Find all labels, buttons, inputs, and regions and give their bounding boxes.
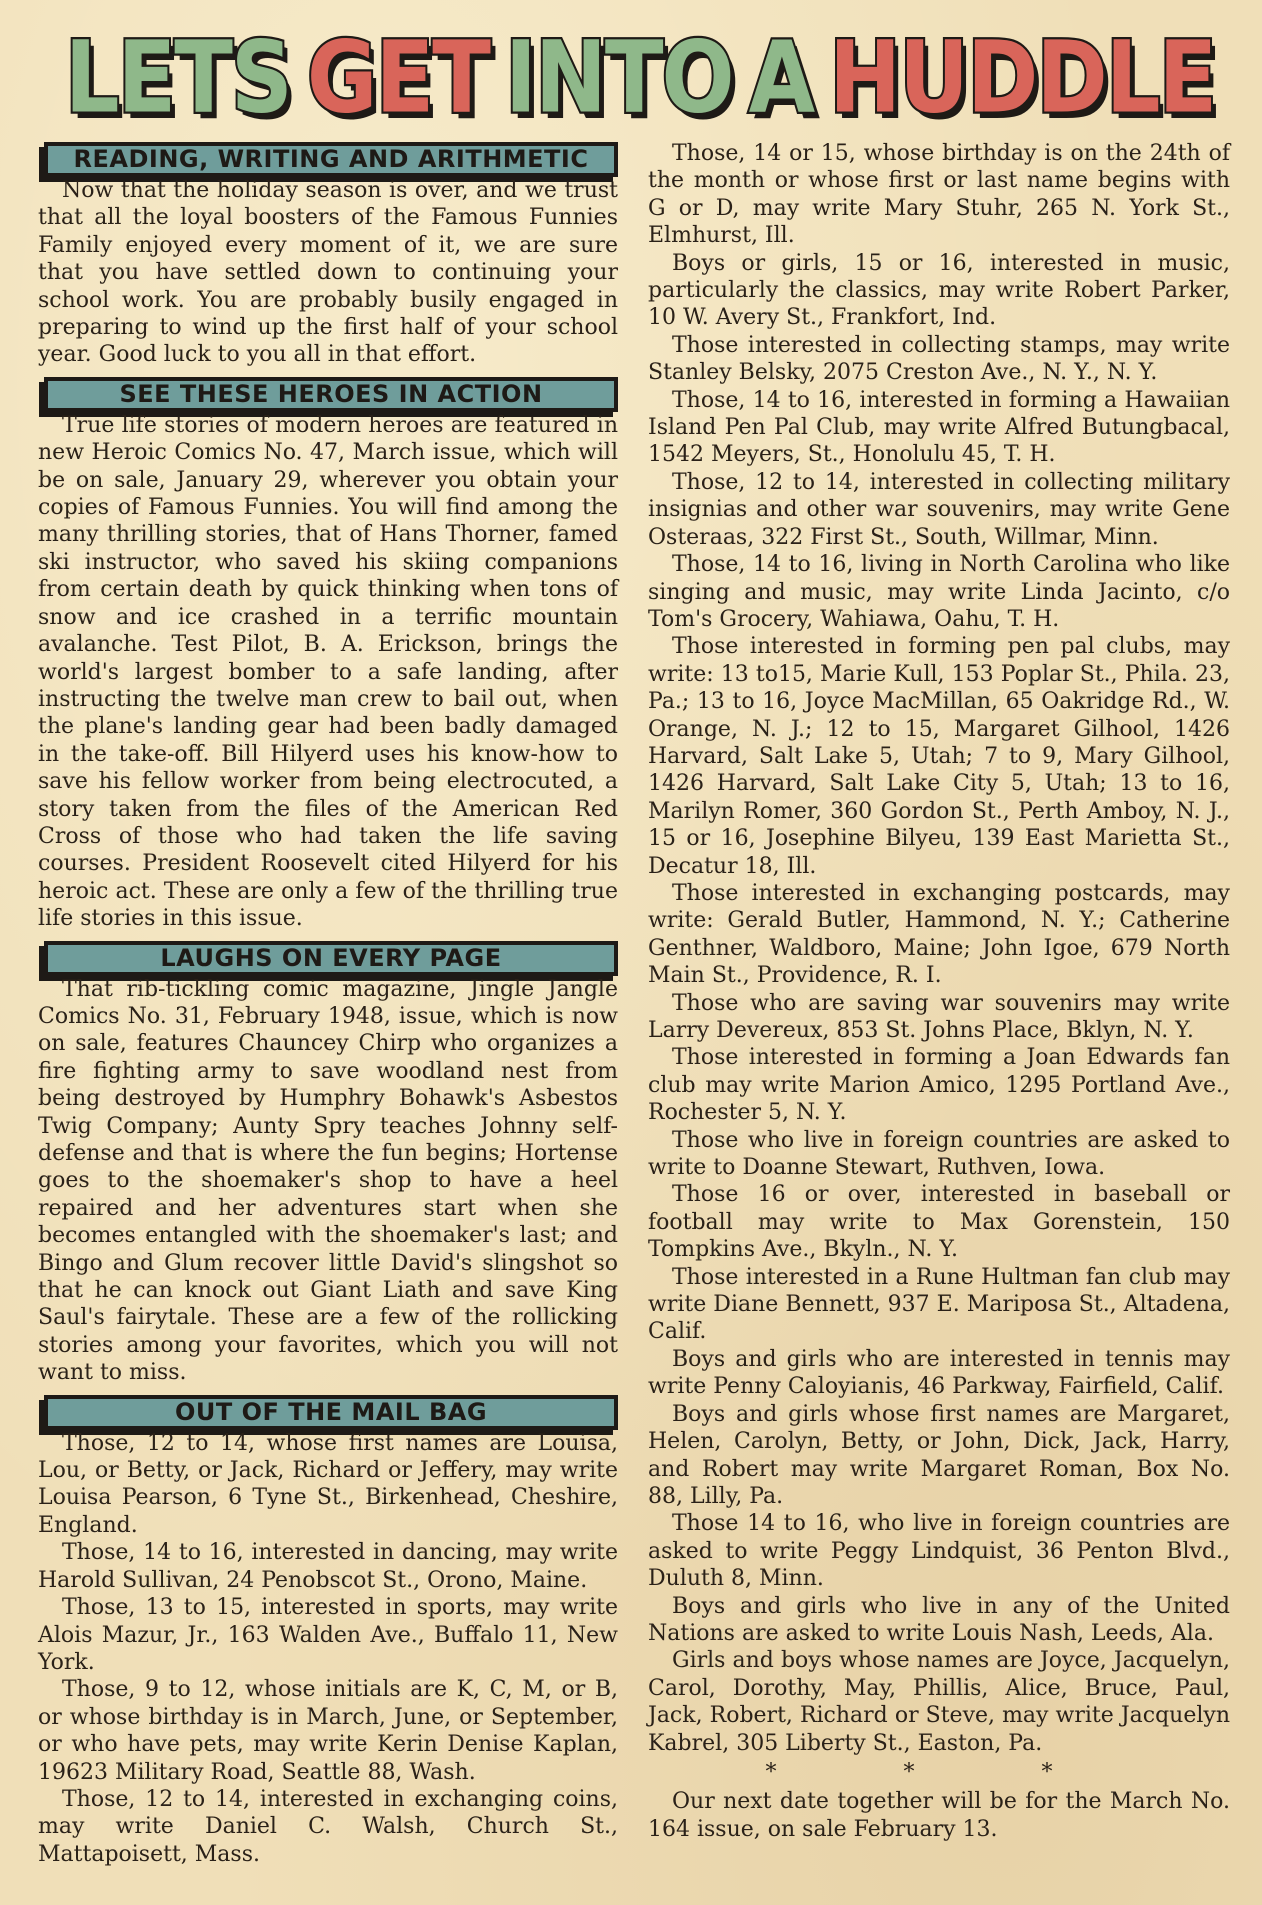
mail-item: Girls and boys whose names are Joyce, Jacquelyn, Carol, Dorothy, May, Phillis, Alice, Bruce, Paul, Jack, Robert, Richard or Steve, may write Jacquelyn Kabrel, 305 Liberty St., Easton, Pa. [648, 1648, 1230, 1756]
section-paragraph: That rib-tickling comic magazine, Jingle Jangle Comics No. 31, February 1948, issue, which is now on sale, features Chauncey Chirp who organizes a fire fighting army to save woodland nest from being destroyed by Humphry Bohawk's Asbestos Twig Company; Aunty Spry teaches Johnny self-defense and that is where the fun begins; Hortense goes to the shoemaker's shop to have a heel repaired and her adventures start when she becomes entangled with the shoemaker's last; and Bingo and Glum recover little David's slingshot so that he can knock out Giant Liath and save King Saul's fairytale. These are a few of the rollicking stories among your favorites, which you will not want to miss. [38, 976, 618, 1386]
title-word-into: INTO [504, 20, 733, 136]
page-title [64, 18, 1216, 138]
mail-item: Those, 13 to 15, interested in sports, may write Alois Mazur, Jr., 163 Walden Ave., Buffalo 11, New York. [38, 1595, 618, 1675]
section-paragraph: Now that the holiday season is over, and we trust that all the loyal boosters of the Famous Funnies Family enjoyed every moment of it, we are sure that you have settled down to continuing your school work. You are probably busily engaged in preparing to wind up the first half of your school year. Good luck to you all in that effort. [38, 178, 618, 368]
mail-item: Those interested in forming a Joan Edwards fan club may write Marion Amico, 1295 Portland Ave., Rochester 5, N. Y. [648, 1045, 1230, 1126]
mail-item: Boys or girls, 15 or 16, interested in music, particularly the classics, may write Robert Parker, 10 W. Avery St., Frankfort, Ind. [648, 250, 1230, 331]
mail-item: Those who are saving war souvenirs may write Larry Devereux, 853 St. Johns Place, Bklyn, N. Y. [648, 990, 1230, 1043]
mail-item: Those, 12 to 14, whose first names are Louisa, Lou, or Betty, or Jack, Richard or Jeffery, may write Louisa Pearson, 6 Tyne St., Birkenhead, Cheshire, England. [38, 1430, 618, 1538]
mail-item: Those, 14 to 16, living in North Carolina who like singing and music, may write Linda Jacinto, c/o Tom's Grocery, Wahiawa, Oahu, T. H. [648, 552, 1230, 632]
title-word-huddle: HUDDLE [829, 20, 1216, 136]
mail-item: Boys and girls who are interested in tennis may write Penny Caloyianis, 46 Parkway, Fairfield, Calif. [648, 1346, 1230, 1400]
section-heading: SEE THESE HEROES IN ACTION [44, 377, 618, 412]
left-column [38, 142, 618, 1868]
mail-item: Those, 12 to 14, interested in collecting military insignias and other war souvenirs, may write Gene Osteraas, 322 First St., South, Willmar, Minn. [648, 469, 1230, 550]
mail-item: Those, 14 to 16, interested in dancing, may write Harold Sullivan, 24 Penobscot St., Orono, Maine. [38, 1540, 618, 1593]
mail-item: Those interested in exchanging postcards, may write: Gerald Butler, Hammond, N. Y.; Catherine Genthner, Waldboro, Maine; John Igoe, 679 North Main St., Providence, R. I. [648, 880, 1230, 989]
section-paragraph: True life stories of modern heroes are featured in new Heroic Comics No. 47, March issue, which will be on sale, January 29, wherever you obtain your copies of Famous Funnies. You will find among the many thrilling stories, that of Hans Thorner, famed ski instructor, who saved his skiing companions from certain death by quick thinking when tons of snow and ice crashed in a terrific mountain avalanche. Test Pilot, B. A. Erickson, brings the world's largest bomber to a safe landing, after instructing the twelve man crew to bail out, when the plane's landing gear had been badly damaged in the take-off. Bill Hilyerd uses his know-how to save his fellow worker from being electrocuted, a story taken from the files of the American Red Cross of those who had taken the life saving courses. President Roosevelt cited Hilyerd for his heroic act. These are only a few of the thrilling true life stories in this issue. [38, 412, 618, 932]
mail-item: Those interested in collecting stamps, may write Stanley Belsky, 2075 Creston Ave., N. Y., N. Y. [648, 332, 1230, 386]
mail-item: Those interested in forming pen pal clubs, may write: 13 to15, Marie Kull, 153 Poplar St., Phila. 23, Pa.; 13 to 16, Joyce MacMillan, 65 Oakridge Rd., W. Orange, N. J.; 12 to 15, Margaret Gilhool, 1426 Harvard, Salt Lake 5, Utah; 7 to 9, Mary Gilhool, 1426 Harvard, Salt Lake City 5, Utah; 13 to 16, Marilyn Romer, 360 Gordon St., Perth Amboy, N. J., 15 or 16, Josephine Bilyeu, 139 East Marietta St., Decatur 18, Ill. [648, 634, 1230, 879]
section-heading: READING, WRITING AND ARITHMETIC [44, 142, 618, 177]
section-heading: LAUGHS ON EVERY PAGE [44, 941, 618, 976]
mail-item: Those, 12 to 14, interested in exchanging coins, may write Daniel C. Walsh, Church St., Mattapoisett, Mass. [38, 1786, 618, 1867]
separator-stars: * * * [765, 1759, 1113, 1785]
right-column [648, 140, 1230, 1843]
closing-note: Our next date together will be for the March No. 164 issue, on sale February 13. [648, 1789, 1230, 1842]
mail-item: Boys and girls whose first names are Margaret, Helen, Carolyn, Betty, or John, Dick, Jack, Harry, and Robert may write Margaret Roman, Box No. 88, Lilly, Pa. [648, 1401, 1230, 1509]
mail-item: Those who live in foreign countries are asked to write to Doanne Stewart, Ruthven, Iowa. [648, 1127, 1230, 1181]
mail-item: Those interested in a Rune Hultman fan club may write Diane Bennett, 937 E. Mariposa St., Altadena, Calif. [648, 1264, 1230, 1345]
mail-item: Boys and girls who live in any of the United Nations are asked to write Louis Nash, Leeds, Ala. [648, 1593, 1230, 1646]
mail-item: Those, 14 or 15, whose birthday is on the 24th of the month or whose first or last name begins with G or D, may write Mary Stuhr, 265 N. York St., Elmhurst, Ill. [648, 141, 1230, 249]
mail-item: Those 16 or over, interested in baseball or football may write to Max Gorenstein, 150 Tompkins Ave., Bkyln., N. Y. [648, 1182, 1230, 1263]
title-word-get: GET [306, 20, 489, 136]
section-heading: OUT OF THE MAIL BAG [44, 1395, 618, 1430]
title-word-lets: LETS [64, 20, 291, 136]
mail-item: Those, 14 to 16, interested in forming a Hawaiian Island Pen Pal Club, may write Alfred Butungbacal, 1542 Meyers, St., Honolulu 45, T. H. [648, 387, 1230, 468]
mail-item: Those, 9 to 12, whose initials are K, C, M, or B, or whose birthday is in March, June, or September, or who have pets, may write Kerin Denise Kaplan, 19623 Military Road, Seattle 88, Wash. [38, 1677, 618, 1785]
mail-item: Those 14 to 16, who live in foreign countries are asked to write Peggy Lindquist, 36 Penton Blvd., Duluth 8, Minn. [648, 1511, 1230, 1592]
title-word-a: A [748, 20, 814, 136]
